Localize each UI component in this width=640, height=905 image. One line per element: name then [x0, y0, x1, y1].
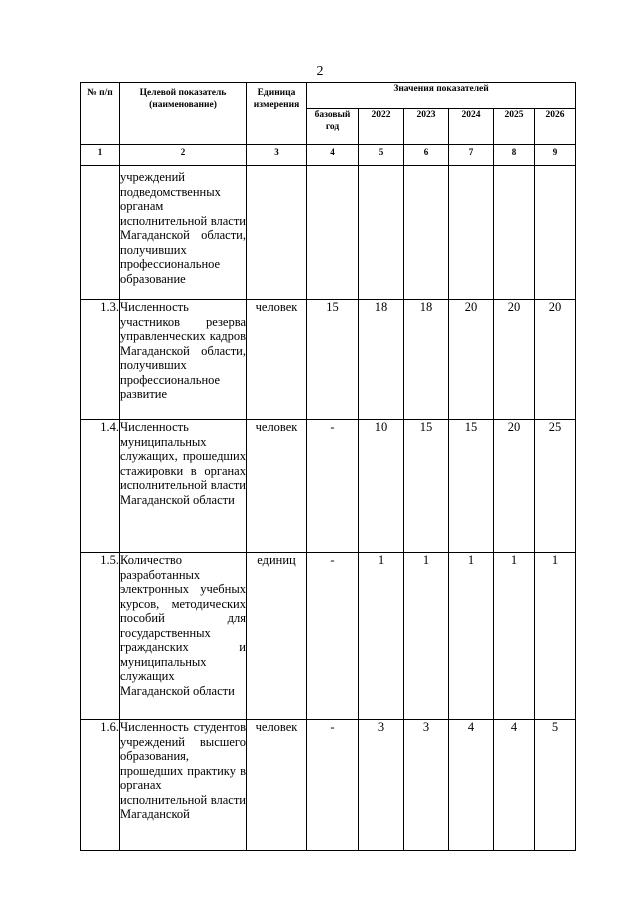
value-2024: 4 — [449, 720, 494, 851]
header-unit: Единица измерения — [247, 83, 307, 145]
table-row — [81, 166, 576, 300]
value-2023: 15 — [404, 420, 449, 553]
unit-cell — [247, 166, 307, 300]
header-base-year: базовый год — [307, 109, 359, 145]
table-row — [81, 553, 576, 720]
header-num: № п/п — [81, 83, 120, 145]
page-number: 2 — [316, 64, 324, 79]
value-2023 — [404, 166, 449, 300]
value-2026: 5 — [535, 720, 576, 851]
unit-cell: человек — [247, 420, 307, 553]
value-2026 — [535, 166, 576, 300]
row-number: 1.4. — [81, 420, 120, 553]
value-2025: 20 — [494, 420, 535, 553]
column-index: 7 — [449, 145, 494, 166]
value-2025: 1 — [494, 553, 535, 720]
header-year-2022: 2022 — [359, 109, 404, 145]
value-2025: 20 — [494, 300, 535, 420]
indicator-name: Количество разработанных электронных учебных курсов, методических пособий для государственных гражданских и муниципальных служащих Магаданской области — [120, 553, 247, 720]
row-number: 1.5. — [81, 553, 120, 720]
value-2026: 1 — [535, 553, 576, 720]
base-year-value — [307, 166, 359, 300]
column-index: 6 — [404, 145, 449, 166]
column-index: 1 — [81, 145, 120, 166]
indicators-table — [80, 82, 576, 851]
header-row-top — [81, 83, 576, 109]
value-2024: 1 — [449, 553, 494, 720]
value-2025 — [494, 166, 535, 300]
table-row — [81, 720, 576, 851]
indicator-name: Численность студентов учреждений высшего образования, прошедших практику в органах исполнительной власти Магаданской — [120, 720, 247, 851]
table-row — [81, 300, 576, 420]
value-2022: 3 — [359, 720, 404, 851]
header-year-2026: 2026 — [535, 109, 576, 145]
value-2025: 4 — [494, 720, 535, 851]
value-2024: 15 — [449, 420, 494, 553]
table-row — [81, 420, 576, 553]
column-index: 8 — [494, 145, 535, 166]
base-year-value: 15 — [307, 300, 359, 420]
unit-cell: человек — [247, 300, 307, 420]
value-2024 — [449, 166, 494, 300]
value-2022: 1 — [359, 553, 404, 720]
value-2022: 18 — [359, 300, 404, 420]
header-year-2023: 2023 — [404, 109, 449, 145]
base-year-value: - — [307, 553, 359, 720]
header-year-2024: 2024 — [449, 109, 494, 145]
value-2023: 18 — [404, 300, 449, 420]
header-year-2025: 2025 — [494, 109, 535, 145]
base-year-value: - — [307, 420, 359, 553]
column-index: 3 — [247, 145, 307, 166]
column-index: 2 — [120, 145, 247, 166]
column-index: 9 — [535, 145, 576, 166]
unit-cell: человек — [247, 720, 307, 851]
indicator-name: Численность муниципальных служащих, прошедших стажировки в органах исполнительной власти Магаданской области — [120, 420, 247, 553]
base-year-value: - — [307, 720, 359, 851]
value-2024: 20 — [449, 300, 494, 420]
value-2022 — [359, 166, 404, 300]
row-number — [81, 166, 120, 300]
column-index: 5 — [359, 145, 404, 166]
row-number: 1.6. — [81, 720, 120, 851]
header-values: Значения показателей — [307, 83, 576, 109]
unit-cell: единиц — [247, 553, 307, 720]
value-2026: 20 — [535, 300, 576, 420]
column-index-row — [81, 145, 576, 166]
indicator-name: учреждений подведомственных органам исполнительной власти Магаданской области, получивших профессиональное образование — [120, 166, 247, 300]
header-indicator: Целевой показатель (наименование) — [120, 83, 247, 145]
value-2026: 25 — [535, 420, 576, 553]
indicator-name: Численность участников резерва управленческих кадров Магаданской области, получивших профессиональное развитие — [120, 300, 247, 420]
value-2023: 3 — [404, 720, 449, 851]
value-2022: 10 — [359, 420, 404, 553]
column-index: 4 — [307, 145, 359, 166]
value-2023: 1 — [404, 553, 449, 720]
row-number: 1.3. — [81, 300, 120, 420]
